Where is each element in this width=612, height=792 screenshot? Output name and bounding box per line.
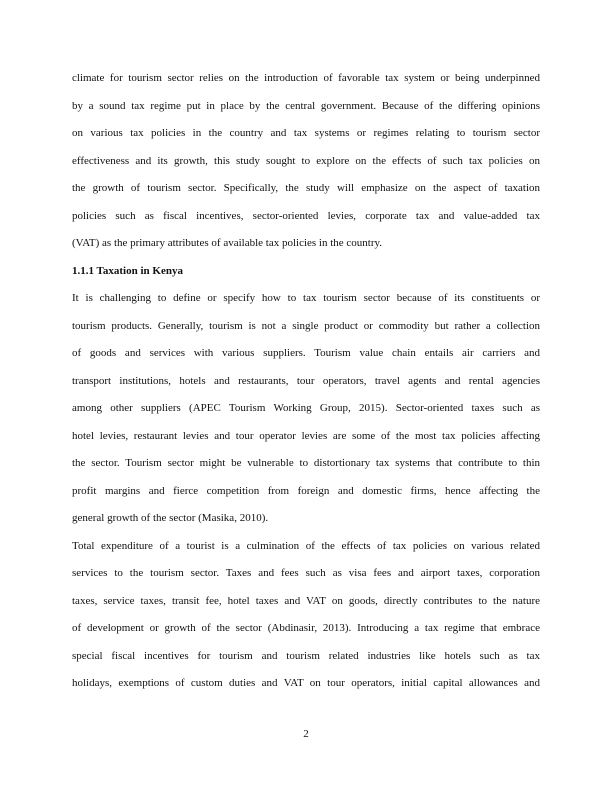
- section-heading: 1.1.1 Taxation in Kenya: [72, 264, 183, 277]
- text-line: on various tax policies in the country and tax systems or regimes relating to tourism sector: [72, 127, 540, 139]
- text-line: policies such as fiscal incentives, sector-oriented levies, corporate tax and value-added tax: [72, 209, 540, 222]
- text-line: of goods and services with various suppliers. Tourism value chain entails air carriers and: [72, 347, 540, 359]
- text-line: special fiscal incentives for tourism and tourism related industries like hotels such as tax: [72, 649, 540, 662]
- text-line: effectiveness and its growth, this study sought to explore on the effects of such tax policies on: [72, 154, 540, 167]
- text-line: holidays, exemptions of custom duties and VAT on tour operators, initial capital allowances and: [72, 677, 540, 689]
- text-line: tourism products. Generally, tourism is not a single product or commodity but rather a collection: [72, 319, 540, 332]
- text-line: hotel levies, restaurant levies and tour operator levies are some of the most tax policies affecting: [72, 429, 540, 442]
- paragraph-expenditure: [72, 533, 540, 698]
- paragraph-taxation: [72, 285, 540, 533]
- text-line: the growth of tourism sector. Specifically, the study will emphasize on the aspect of taxation: [72, 182, 540, 194]
- body-text: [72, 65, 540, 698]
- text-line: the sector. Tourism sector might be vulnerable to distortionary tax systems that contribute to thin: [72, 457, 540, 469]
- text-line: taxes, service taxes, transit fee, hotel taxes and VAT on goods, directly contributes to the nature: [72, 594, 540, 607]
- paragraph-intro: [72, 65, 540, 258]
- text-line: profit margins and fierce competition from foreign and domestic firms, hence affecting the: [72, 484, 540, 497]
- text-line: by a sound tax regime put in place by the central government. Because of the differing opinions: [72, 99, 540, 112]
- text-line: It is challenging to define or specify how to tax tourism sector because of its constituents or: [72, 292, 540, 304]
- text-line: transport institutions, hotels and restaurants, tour operators, travel agents and rental agencies: [72, 374, 540, 387]
- text-line: services to the tourism sector. Taxes and fees such as visa fees and airport taxes, corporation: [72, 567, 540, 579]
- page-number: 2: [303, 728, 309, 740]
- text-line: of development or growth of the sector (Abdinasir, 2013). Introducing a tax regime that embrace: [72, 622, 540, 634]
- text-line: (VAT) as the primary attributes of available tax policies in the country.: [72, 237, 383, 249]
- text-line: climate for tourism sector relies on the introduction of favorable tax system or being underpinned: [72, 72, 540, 84]
- text-line: among other suppliers (APEC Tourism Working Group, 2015). Sector-oriented taxes such as: [72, 402, 540, 414]
- text-line: general growth of the sector (Masika, 2010).: [72, 512, 269, 524]
- text-line: Total expenditure of a tourist is a culmination of the effects of tax policies on various related: [72, 539, 540, 552]
